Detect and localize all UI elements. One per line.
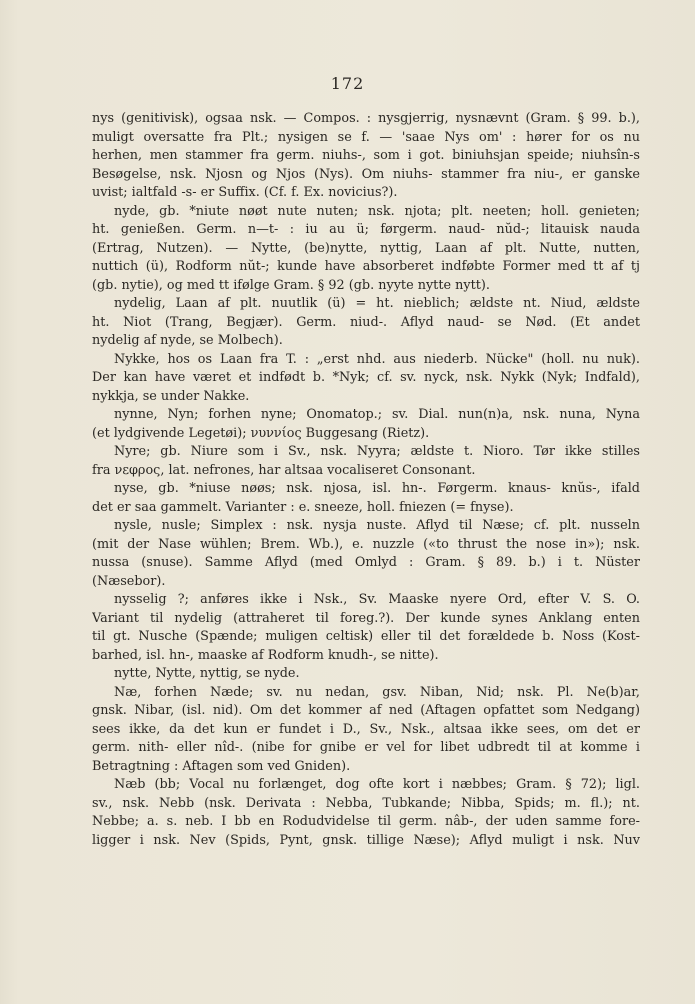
text-line: uvist; ialtfald -s- er Suffix. (Cf. f. Ex. novicius?). — [92, 185, 398, 200]
text-line: fra νεφρος, lat. nefrones, har altsaa vocaliseret Consonant. — [92, 462, 476, 478]
entry-start-line: nydelig, Laan af plt. nuutlik (ü) = ht. nieblich; ældste nt. Niud, ældste — [114, 296, 640, 311]
text-line: sv., nsk. Nebb (nsk. Derivata : Nebba, Tubkande; Nibba, Spids; m. fl.); nt. — [92, 795, 640, 811]
text-line: nuttich (ü), Rodform nŭt-; kunde have absorberet indføbte Former med tt af tj — [92, 259, 640, 274]
entry-start-line: nynne, Nyn; forhen nyne; Onomatop.; sv. Dial. nun(n)a, nsk. nuna, Nyna — [114, 407, 640, 422]
entry-start-line: Nyre; gb. Niure som i Sv., nsk. Nyyra; ældste t. Nioro. Tør ikke stilles — [114, 444, 640, 459]
text-line: ht. Niot (Trang, Begjær). Germ. niud-. Aflyd naud- se Nød. (Et andet — [92, 314, 640, 330]
entry-start-line: Nykke, hos os Laan fra T. : „erst nhd. aus niederb. Nücke" (holl. nu nuk). — [114, 351, 640, 367]
text-line: Nebbe; a. s. neb. I bb en Rodudvidelse til germ. nâb-, der uden samme fore- — [92, 814, 640, 829]
text-line: Besøgelse, nsk. Njosn og Njos (Nys). Om niuhs- stammer fra niu-, er ganske — [92, 166, 640, 182]
text-line: (Ertrag, Nutzen). — Nytte, (be)nytte, nyttig, Laan af plt. Nutte, nutten, — [92, 240, 640, 256]
text-line: det er saa gammelt. Varianter : e. sneeze, holl. fniezen (= fnyse). — [92, 499, 514, 515]
entry-start-line: nysselig ?; anføres ikke i Nsk., Sv. Maaske nyere Ord, efter V. S. O. — [114, 592, 640, 607]
text-line: (Næsebor). — [92, 573, 166, 589]
text-line: nys (genitivisk), ogsaa nsk. — Compos. : nysgjerrig, nysnævnt (Gram. § 99. b.), — [92, 111, 640, 126]
entry-start-line: nytte, Nytte, nyttig, se nyde. — [114, 666, 300, 681]
text-line: ligger i nsk. Nev (Spids, Pynt, gnsk. tillige Næse); Aflyd muligt i nsk. Nuv — [92, 832, 640, 848]
text-line: Der kan have været et indfødt b. *Nyk; cf. sv. nyck, nsk. Nykk (Nyk; Indfald), — [92, 370, 640, 385]
text-line: til gt. Nusche (Spænde; muligen celtisk) eller til det forældede b. Noss (Kost- — [92, 629, 640, 644]
text-line: Variant til nydelig (attraheret til foreg.?). Der kunde synes Anklang enten — [92, 610, 640, 626]
entry-start-line: Næb (bb; Vocal nu forlænget, dog ofte kort i næbbes; Gram. § 72); ligl. — [114, 777, 640, 792]
text-line: nykkja, se under Nakke. — [92, 388, 250, 404]
text-line: barhed, isl. hn-, maaske af Rodform knudh-, se nitte). — [92, 647, 439, 663]
entry-start-line: nysle, nusle; Simplex : nsk. nysja nuste. Aflyd til Næse; cf. plt. nusseln — [114, 518, 640, 533]
dictionary-text — [92, 110, 640, 850]
text-line: nussa (snuse). Samme Aflyd (med Omlyd : Gram. § 89. b.) i t. Nüster — [92, 555, 640, 570]
entry-start-line: Næ, forhen Næde; sv. nu nedan, gsv. Niban, Nid; nsk. Pl. Ne(b)ar, — [114, 684, 640, 700]
text-line: herhen, men stammer fra germ. niuhs-, som i got. biniuhsjan speide; niuhsîn-s — [92, 148, 640, 163]
entry-start-line: nyse, gb. *niuse nøøs; nsk. njosa, isl. hn-. Førgerm. knaus- knŭs-, ifald — [114, 481, 640, 496]
entry-start-line: nyde, gb. *niute nøøt nute nuten; nsk. njota; plt. neeten; holl. genieten; — [114, 203, 640, 219]
text-line: germ. nith- eller nîd-. (nibe for gnibe er vel for libet udbredt til at komme i — [92, 740, 640, 755]
text-line: (mit der Nase wühlen; Brem. Wb.), e. nuzzle («to thrust the nose in»); nsk. — [92, 536, 640, 552]
page-number: 172 — [330, 74, 365, 93]
text-line: nydelig af nyde, se Molbech). — [92, 333, 283, 348]
text-line: gnsk. Nibar, (isl. nid). Om det kommer af ned (Aftagen opfattet som Nedgang) — [92, 703, 640, 718]
text-line: muligt oversatte fra Plt.; nysigen se f. — 'saae Nys om' : hører for os nu — [92, 129, 640, 145]
text-line: (et lydgivende Legetøi); νυννίος Buggesang (Rietz). — [92, 425, 430, 441]
text-line: ht. genießen. Germ. n—t- : iu au ü; førgerm. naud- nŭd-; litauisk nauda — [92, 222, 640, 237]
text-line: (gb. nytie), og med tt ifølge Gram. § 92 (gb. nyyte nytte nytt). — [92, 277, 490, 293]
text-line: sees ikke, da det kun er fundet i D., Sv., Nsk., altsaa ikke sees, om det er — [92, 721, 640, 737]
text-line: Betragtning : Aftagen som ved Gniden). — [92, 758, 351, 774]
